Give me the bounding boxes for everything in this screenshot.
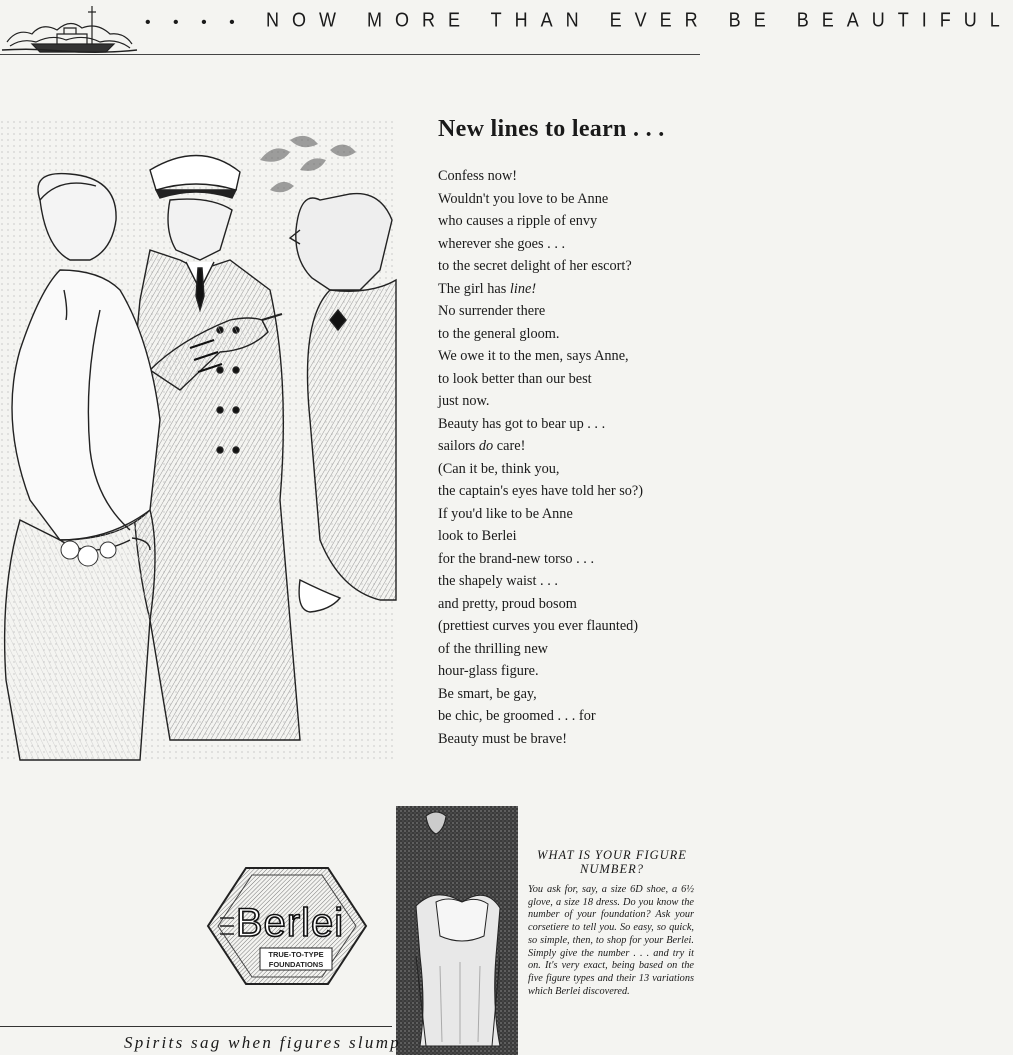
poem-line: We owe it to the men, says Anne, [438,348,629,364]
poem-line: Beauty must be brave! [438,730,568,747]
poem-line: the shapely waist . . . [438,573,558,589]
headline: New lines to learn . . . [438,116,665,142]
logo-brand: Berlei [235,901,345,945]
figure-number-heading: WHAT IS YOUR FIGURE NUMBER? [537,848,687,876]
poem-line: wherever she goes . . . [438,235,566,252]
header-slogan: NOW MORE THAN EVER BE BEAUTIFUL [266,8,1013,31]
poem-line: sailors do care! [438,438,526,454]
poem-line: the captain's eyes have told her so?) [438,483,644,499]
poem-line: No surrender there [438,303,546,319]
poem-line: and pretty, proud bosom [438,595,577,612]
poem-line: of the thrilling new [438,640,548,657]
poem-line: who causes a ripple of envy [438,213,598,229]
berlei-logo [206,866,368,986]
poem-line: If you'd like to be Anne [438,505,573,522]
poem-line: hour-glass figure. [438,663,539,679]
poem-line: (prettiest curves you ever flaunted) [438,618,639,634]
header-rule [0,54,700,55]
logo-tagline-line1: TRUE-TO-TYPE [268,950,324,959]
ship-logo-icon [2,4,137,54]
illustration-woman-and-officers [0,120,396,760]
poem-line: for the brand-new torso . . . [438,550,595,567]
poem-line: just now. [438,393,490,409]
tagline: Spirits sag when figures slump [124,1033,402,1052]
poem-line: Beauty has got to bear up . . . [438,415,606,432]
poem-line: Confess now! [438,168,518,184]
poem-line: to look better than our best [438,370,592,387]
poem-line: Be smart, be gay, [438,685,537,702]
poem-line: look to Berlei [438,528,517,544]
logo-tagline-line2: FOUNDATIONS [268,960,324,969]
poem-line: Wouldn't you love to be Anne [438,190,609,207]
poem-line: to the secret delight of her escort? [438,258,632,274]
poem [438,165,698,750]
poem-line: be chic, be groomed . . . for [438,708,596,724]
corset-photo [396,806,518,1055]
header-stars: • • • • [145,14,244,31]
poem-line: (Can it be, think you, [438,460,560,477]
poem-line: to the general gloom. [438,325,560,342]
poem-line: The girl has line! [438,280,537,297]
bottom-rule [0,1026,392,1027]
figure-number-body: You ask for, say, a size 6D shoe, a 6½ glove, a size 18 dress. Do you know the number of your foundation? Ask your corsetiere to tell you. So easy, so quick, so simple, then, to shop for your Berlei. Simply give the number . . . and try it on. It's very exact, being based on the five figure types and their 13 variations which Berlei discovered. [528,884,694,997]
